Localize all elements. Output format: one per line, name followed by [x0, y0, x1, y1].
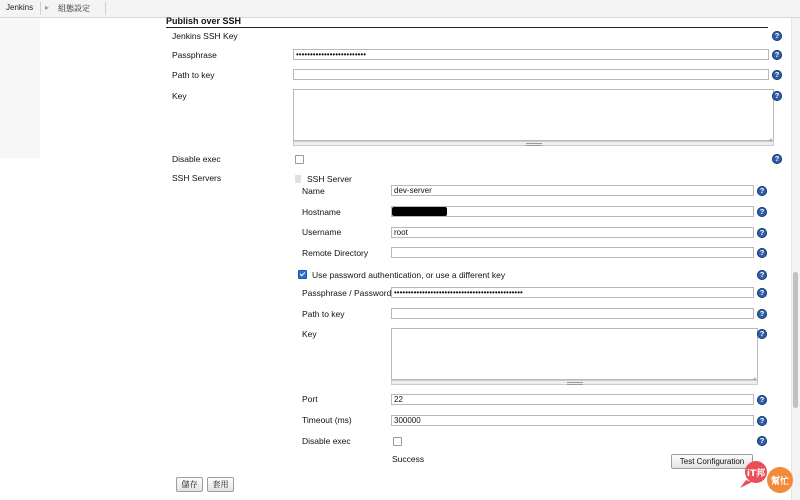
passphrase-password-field[interactable]: ••••••••••••••••••••••••••••••••••••••••••••••	[391, 287, 754, 298]
timeout-field[interactable]: 300000	[391, 415, 754, 426]
server-disable-exec-checkbox[interactable]	[393, 437, 402, 446]
textarea-grip[interactable]	[293, 141, 774, 146]
test-configuration-button[interactable]: Test Configuration	[671, 454, 753, 469]
use-password-label: Use password authentication, or use a different key	[312, 270, 506, 280]
save-button[interactable]: 儲存	[176, 477, 203, 492]
remote-directory-field[interactable]	[391, 247, 754, 258]
help-icon[interactable]: ?	[757, 309, 767, 319]
help-icon[interactable]: ?	[757, 329, 767, 339]
section-title: Publish over SSH	[166, 16, 242, 26]
section-divider	[166, 27, 768, 28]
redaction-mark	[392, 207, 447, 216]
breadcrumb-current[interactable]: 組態設定	[58, 4, 90, 13]
server-key-textarea[interactable]	[391, 328, 758, 380]
passphrase-label: Passphrase	[172, 50, 217, 60]
help-icon[interactable]: ?	[757, 436, 767, 446]
logo-text-2: 幫忙	[770, 477, 790, 487]
help-icon[interactable]: ?	[757, 416, 767, 426]
breadcrumb-jenkins-link[interactable]: Jenkins	[6, 3, 34, 12]
breadcrumb-bar	[0, 0, 800, 18]
username-label: Username	[302, 227, 342, 237]
path-to-key-field[interactable]	[293, 69, 769, 80]
passphrase-password-label: Passphrase / Password	[302, 288, 392, 298]
disable-exec-checkbox[interactable]	[295, 155, 304, 164]
disable-exec-label: Disable exec	[172, 154, 221, 164]
apply-button[interactable]: 套用	[207, 477, 234, 492]
test-status-text: Success	[392, 454, 425, 464]
scrollbar-thumb[interactable]	[793, 272, 798, 408]
ssh-server-header: SSH Server	[307, 174, 352, 184]
server-disable-exec-label: Disable exec	[302, 436, 351, 446]
path-to-key-label: Path to key	[172, 70, 215, 80]
breadcrumb-arrow-icon: ▸	[45, 3, 50, 12]
passphrase-field[interactable]: •••••••••••••••••••••••••	[293, 49, 769, 60]
help-icon[interactable]: ?	[757, 248, 767, 258]
breadcrumb-divider	[105, 2, 106, 15]
logo-text-1: iT邦	[746, 469, 766, 479]
remote-directory-label: Remote Directory	[302, 248, 369, 258]
help-icon[interactable]: ?	[772, 154, 782, 164]
drag-handle-icon[interactable]	[295, 175, 301, 183]
key-label: Key	[172, 91, 187, 101]
server-name-field[interactable]: dev-server	[391, 185, 754, 196]
help-icon[interactable]: ?	[757, 395, 767, 405]
textarea-resize-handle[interactable]	[750, 372, 756, 378]
key-textarea[interactable]	[293, 89, 774, 141]
breadcrumb-divider	[40, 2, 41, 15]
ssh-servers-label: SSH Servers	[172, 173, 222, 183]
ithelp-logo	[736, 458, 798, 498]
help-icon[interactable]: ?	[772, 91, 782, 101]
hostname-label: Hostname	[302, 207, 341, 217]
textarea-grip[interactable]	[391, 380, 758, 385]
help-icon[interactable]: ?	[757, 186, 767, 196]
help-icon[interactable]: ?	[772, 50, 782, 60]
jenkins-ssh-key-label: Jenkins SSH Key	[172, 31, 238, 41]
sidebar-ghost	[0, 18, 40, 158]
use-password-checkbox[interactable]	[298, 270, 307, 279]
scrollbar-track[interactable]	[791, 18, 800, 500]
help-icon[interactable]: ?	[757, 228, 767, 238]
server-name-label: Name	[302, 186, 325, 196]
help-icon[interactable]: ?	[757, 207, 767, 217]
help-icon[interactable]: ?	[757, 270, 767, 280]
server-path-to-key-label: Path to key	[302, 309, 345, 319]
port-label: Port	[302, 394, 318, 404]
textarea-resize-handle[interactable]	[766, 133, 772, 139]
help-icon[interactable]: ?	[772, 70, 782, 80]
timeout-label: Timeout (ms)	[302, 415, 352, 425]
username-field[interactable]: root	[391, 227, 754, 238]
port-field[interactable]: 22	[391, 394, 754, 405]
help-icon[interactable]: ?	[772, 31, 782, 41]
help-icon[interactable]: ?	[757, 288, 767, 298]
server-key-label: Key	[302, 329, 317, 339]
server-path-to-key-field[interactable]	[391, 308, 754, 319]
